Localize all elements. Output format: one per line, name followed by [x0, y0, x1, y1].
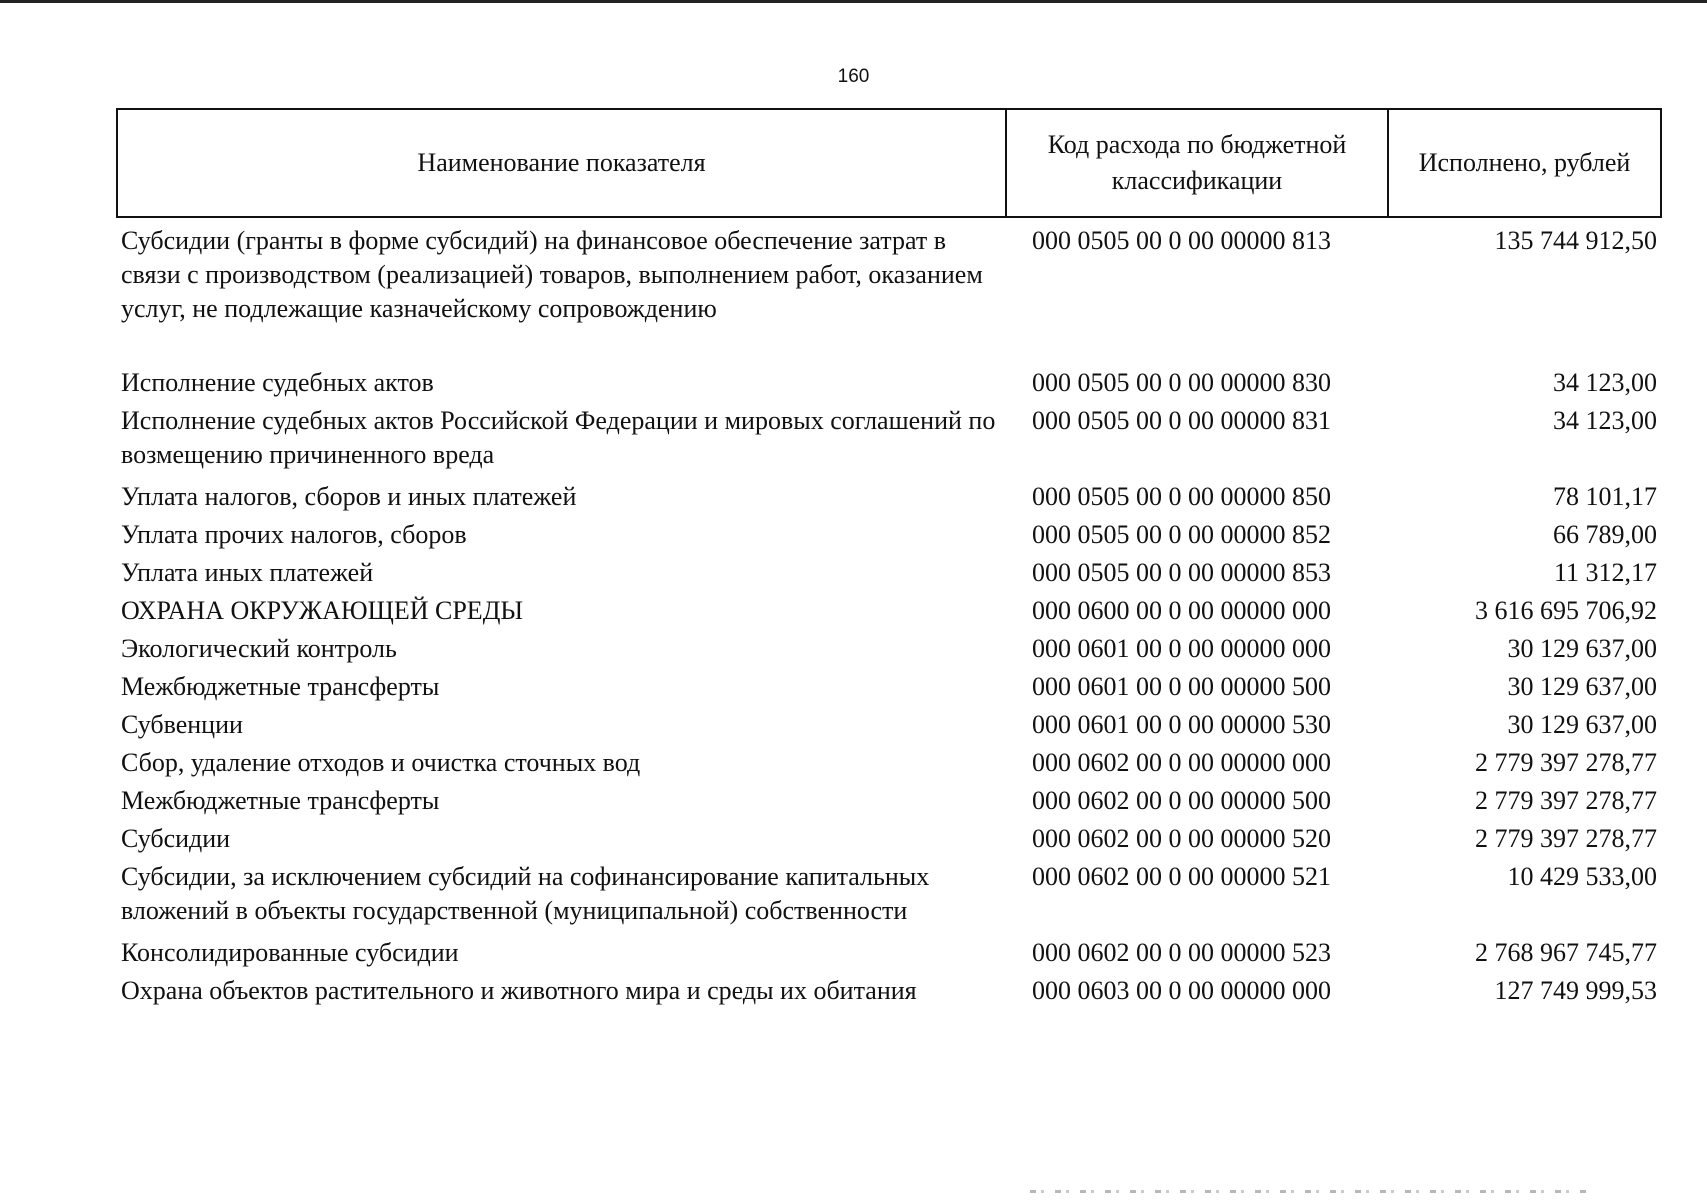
indicator-name: Уплата прочих налогов, сборов [121, 520, 467, 549]
executed-amount: 2 779 397 278,77 [1475, 824, 1657, 853]
budget-code: 000 0603 00 0 00 00000 000 [1032, 976, 1331, 1005]
budget-code: 000 0601 00 0 00 00000 500 [1032, 672, 1331, 701]
executed-amount: 30 129 637,00 [1507, 634, 1657, 663]
header-executed-amount: Исполнено, рублей [1388, 109, 1661, 217]
indicator-name: Консолидированные субсидии [121, 938, 459, 967]
executed-amount: 30 129 637,00 [1507, 672, 1657, 701]
executed-amount: 10 429 533,00 [1507, 862, 1657, 891]
budget-code: 000 0601 00 0 00 00000 000 [1032, 634, 1331, 663]
executed-amount: 78 101,17 [1553, 482, 1657, 511]
executed-amount: 2 779 397 278,77 [1475, 786, 1657, 815]
header-row [117, 109, 1661, 217]
indicator-name: Сбор, удаление отходов и очистка сточных вод [121, 748, 641, 777]
table-row [117, 934, 1661, 972]
indicator-name: Межбюджетные трансферты [121, 786, 440, 815]
table-row [117, 820, 1661, 858]
indicator-name: Исполнение судебных актов [121, 368, 434, 397]
budget-code: 000 0602 00 0 00 00000 500 [1032, 786, 1331, 815]
table-row [117, 554, 1661, 592]
table-row [117, 516, 1661, 554]
executed-amount: 3 616 695 706,92 [1475, 596, 1657, 625]
executed-amount: 30 129 637,00 [1507, 710, 1657, 739]
budget-code: 000 0601 00 0 00 00000 530 [1032, 710, 1331, 739]
indicator-name: Исполнение судебных актов Российской Федерации и мировых соглашений по возмещению причиненного вреда [121, 406, 996, 469]
table-row [117, 592, 1661, 630]
budget-code: 000 0505 00 0 00 00000 830 [1032, 368, 1331, 397]
table-row [117, 402, 1661, 478]
table-row [117, 858, 1661, 934]
executed-amount: 127 749 999,53 [1494, 976, 1657, 1005]
executed-amount: 34 123,00 [1553, 368, 1657, 397]
executed-amount: 135 744 912,50 [1494, 226, 1657, 255]
budget-code: 000 0602 00 0 00 00000 000 [1032, 748, 1331, 777]
executed-amount: 66 789,00 [1553, 520, 1657, 549]
indicator-name: Субсидии [121, 824, 231, 853]
table-body [117, 217, 1661, 1010]
table-row [117, 668, 1661, 706]
top-border-line [0, 0, 1707, 3]
budget-code: 000 0505 00 0 00 00000 852 [1032, 520, 1331, 549]
budget-code: 000 0505 00 0 00 00000 813 [1032, 226, 1331, 255]
table-row [117, 630, 1661, 668]
indicator-name: Экологический контроль [121, 634, 397, 663]
table-row [117, 706, 1661, 744]
indicator-name: Уплата иных платежей [121, 558, 374, 587]
table-row [117, 782, 1661, 820]
indicator-name: Субсидии (гранты в форме субсидий) на финансовое обеспечение затрат в связи с производством (реализацией) товаров, выполнением работ, оказанием услуг, не подлежащие казначейскому сопровождению [121, 226, 983, 323]
table-row [117, 972, 1661, 1010]
indicator-name: Охрана объектов растительного и животного мира и среды их обитания [121, 976, 917, 1005]
budget-code: 000 0602 00 0 00 00000 521 [1032, 862, 1331, 891]
indicator-name: Уплата налогов, сборов и иных платежей [121, 482, 577, 511]
table-row [117, 364, 1661, 402]
table-row [117, 217, 1661, 364]
executed-amount: 11 312,17 [1553, 558, 1657, 587]
header-indicator-name: Наименование показателя [117, 109, 1006, 217]
indicator-name: Субсидии, за исключением субсидий на софинансирование капитальных вложений в объекты государственной (муниципальной) собственности [121, 862, 930, 925]
indicator-name: Межбюджетные трансферты [121, 672, 440, 701]
executed-amount: 34 123,00 [1553, 406, 1657, 435]
budget-code: 000 0505 00 0 00 00000 853 [1032, 558, 1331, 587]
table-row [117, 478, 1661, 516]
scan-artifact-marks [1030, 1190, 1590, 1193]
executed-amount: 2 768 967 745,77 [1475, 938, 1657, 967]
table-header [117, 109, 1661, 217]
indicator-name: ОХРАНА ОКРУЖАЮЩЕЙ СРЕДЫ [121, 596, 524, 625]
page-number: 160 [837, 66, 870, 87]
budget-execution-table [116, 108, 1662, 1010]
executed-amount: 2 779 397 278,77 [1475, 748, 1657, 777]
budget-code: 000 0505 00 0 00 00000 831 [1032, 406, 1331, 435]
budget-code: 000 0600 00 0 00 00000 000 [1032, 596, 1331, 625]
budget-code: 000 0602 00 0 00 00000 523 [1032, 938, 1331, 967]
table-row [117, 744, 1661, 782]
budget-code: 000 0602 00 0 00 00000 520 [1032, 824, 1331, 853]
header-budget-code: Код расхода по бюджетной классификации [1006, 109, 1388, 217]
budget-code: 000 0505 00 0 00 00000 850 [1032, 482, 1331, 511]
indicator-name: Субвенции [121, 710, 243, 739]
